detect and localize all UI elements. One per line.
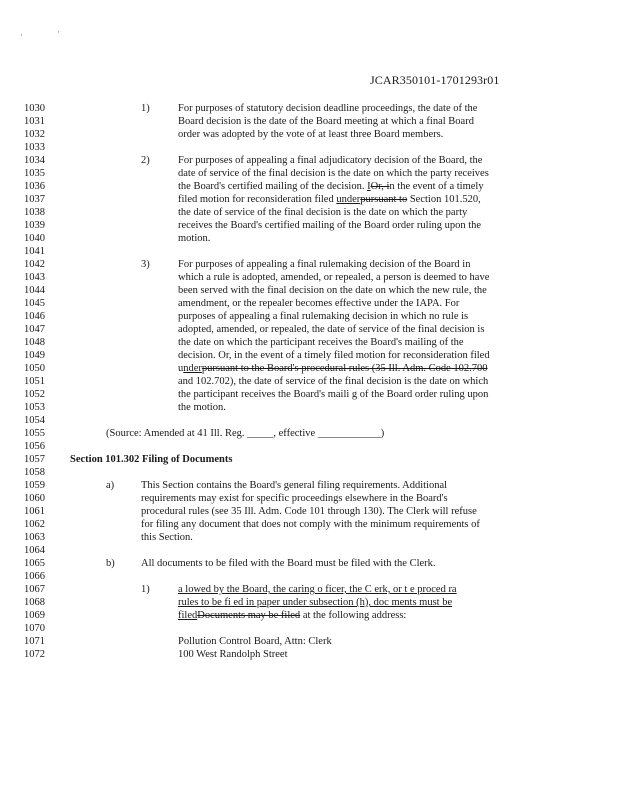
line-number: 1051 <box>24 376 45 387</box>
item-label: 2) <box>141 155 150 166</box>
source-note: (Source: Amended at 41 Ill. Reg. _____, effective ____________) <box>106 428 385 439</box>
paragraph-line: and 102.702), the date of service of the final decision is the date on which <box>178 376 489 387</box>
paragraph-line: For purposes of appealing a final rulemaking decision of the Board in <box>178 259 471 270</box>
line-number: 1046 <box>24 311 45 322</box>
line-number: 1068 <box>24 597 45 608</box>
address-line: 100 West Randolph Street <box>178 649 288 660</box>
line-number: 1060 <box>24 493 45 504</box>
line-number: 1035 <box>24 168 45 179</box>
item-label: b) <box>106 558 115 569</box>
item-label: 1) <box>141 103 150 114</box>
paragraph-line: requirements may exist for specific proceedings elsewhere in the Board's <box>141 493 448 504</box>
item-label: 3) <box>141 259 150 270</box>
inserted-text: subsection (h), doc ments must be <box>309 597 453 608</box>
inserted-text: under <box>336 194 361 205</box>
line-number: 1038 <box>24 207 45 218</box>
line-number: 1045 <box>24 298 45 309</box>
line-number: 1058 <box>24 467 45 478</box>
item-label: 1) <box>141 584 150 595</box>
line-number: 1031 <box>24 116 45 127</box>
paragraph-line: procedural rules (see 35 Ill. Adm. Code 101 through 130). The Clerk will refuse <box>141 506 477 517</box>
paragraph-line: for filing any document that does not comply with the minimum requirements of <box>141 519 480 530</box>
line-number: 1057 <box>24 454 45 465</box>
paragraph-line <box>178 583 457 596</box>
line-number: 1072 <box>24 649 45 660</box>
inserted-text: I <box>367 181 371 192</box>
paragraph-line: order was adopted by the vote of at least three Board members. <box>178 129 444 140</box>
line-number: 1043 <box>24 272 45 283</box>
line-number: 1055 <box>24 428 45 439</box>
paragraph-line: the motion. <box>178 402 226 413</box>
line-number: 1040 <box>24 233 45 244</box>
line-number: 1069 <box>24 610 45 621</box>
line-number: 1062 <box>24 519 45 530</box>
inserted-text: filed <box>178 610 198 621</box>
line-number: 1059 <box>24 480 45 491</box>
line-number: 1054 <box>24 415 45 426</box>
paragraph-line: decision. Or, in the event of a timely filed motion for reconsideration filed <box>178 350 490 361</box>
paragraph-line <box>178 180 484 193</box>
line-number: 1066 <box>24 571 45 582</box>
item-label: a) <box>106 480 115 491</box>
inserted-text: nder <box>183 363 202 374</box>
line-number: 1070 <box>24 623 45 634</box>
line-number: 1041 <box>24 246 45 257</box>
inserted-text: a lowed by the Board, the <box>178 584 289 595</box>
deleted-text: pursuant to the Board's procedural rules (35 Ill. Adm. Code 102.700 <box>201 363 488 374</box>
paragraph-line: date of service of the final decision is the date on which the party receives <box>178 168 489 179</box>
paragraph-line: the date of service of the final decision is the date on which the party <box>178 207 468 218</box>
deleted-text: Or, i <box>370 181 390 192</box>
text-run: at the following address: <box>300 610 407 621</box>
line-number: 1034 <box>24 155 45 166</box>
paragraph-line: motion. <box>178 233 211 244</box>
line-number: 1032 <box>24 129 45 140</box>
paragraph-line: which a rule is adopted, amended, or repealed, a person is deemed to have <box>178 272 490 283</box>
paragraph-line: the date on which the participant receives the Board's mailing of the <box>178 337 464 348</box>
paragraph-line: Board decision is the date of the Board meeting at which a final Board <box>178 116 474 127</box>
paragraph-line <box>178 609 406 622</box>
paragraph-line: For purposes of statutory decision deadline proceedings, the date of the <box>178 103 478 114</box>
text-run: Section 101.520, <box>407 194 481 205</box>
line-number: 1050 <box>24 363 45 374</box>
paragraph-line: this Section. <box>141 532 193 543</box>
paragraph-line: For purposes of appealing a final adjudicatory decision of the Board, the <box>178 155 483 166</box>
line-number: 1071 <box>24 636 45 647</box>
line-number: 1063 <box>24 532 45 543</box>
line-number: 1067 <box>24 584 45 595</box>
line-number: 1042 <box>24 259 45 270</box>
paragraph-line <box>178 596 452 609</box>
paragraph-line: receives the Board's certified mailing of the Board order ruling upon the <box>178 220 482 231</box>
line-number: 1036 <box>24 181 45 192</box>
line-number: 1053 <box>24 402 45 413</box>
text-run: filed motion for reconsideration filed <box>178 194 334 205</box>
inserted-text: caring o ficer, the C erk, or t e proced ra <box>288 584 457 595</box>
line-number: 1064 <box>24 545 45 556</box>
paragraph-line: been served with the final decision on the date on which the new rule, the <box>178 285 487 296</box>
line-number: 1052 <box>24 389 45 400</box>
text-run: n the event of a timely <box>389 181 484 192</box>
deleted-text: pursuant to <box>360 194 408 205</box>
paragraph-line: amendment, or the repealer becomes effective under the IAPA. For <box>178 298 460 309</box>
line-number: 1047 <box>24 324 45 335</box>
line-number: 1033 <box>24 142 45 153</box>
paragraph-line <box>178 362 488 375</box>
line-number: 1037 <box>24 194 45 205</box>
line-number: 1056 <box>24 441 45 452</box>
paragraph-line: purposes of appealing a final rulemaking decision in which no rule is <box>178 311 469 322</box>
text-run: the Board's certified mailing of the decision. <box>178 181 365 192</box>
paragraph-line: adopted, amended, or repealed, the date of service of the final decision is <box>178 324 485 335</box>
deleted-text: Documents may be filed <box>197 610 301 621</box>
line-number: 1044 <box>24 285 45 296</box>
paragraph-line: All documents to be filed with the Board must be filed with the Clerk. <box>141 558 436 569</box>
corner-mark-left: · <box>20 30 23 40</box>
document-id: JCAR350101-1701293r01 <box>370 73 500 87</box>
corner-mark-right: · <box>57 27 60 37</box>
section-heading: Section 101.302 Filing of Documents <box>70 454 233 465</box>
line-number: 1061 <box>24 506 45 517</box>
line-number: 1065 <box>24 558 45 569</box>
text-run: u <box>178 363 184 374</box>
address-line: Pollution Control Board, Attn: Clerk <box>178 636 332 647</box>
inserted-text: rules to be fi ed in paper under <box>178 597 310 608</box>
line-number: 1048 <box>24 337 45 348</box>
paragraph-line: This Section contains the Board's general filing requirements. Additional <box>141 480 448 491</box>
line-number: 1030 <box>24 103 45 114</box>
paragraph-line: the participant receives the Board's maili g of the Board order ruling upon <box>178 389 489 400</box>
paragraph-line <box>178 193 481 206</box>
line-number: 1039 <box>24 220 45 231</box>
line-number: 1049 <box>24 350 45 361</box>
